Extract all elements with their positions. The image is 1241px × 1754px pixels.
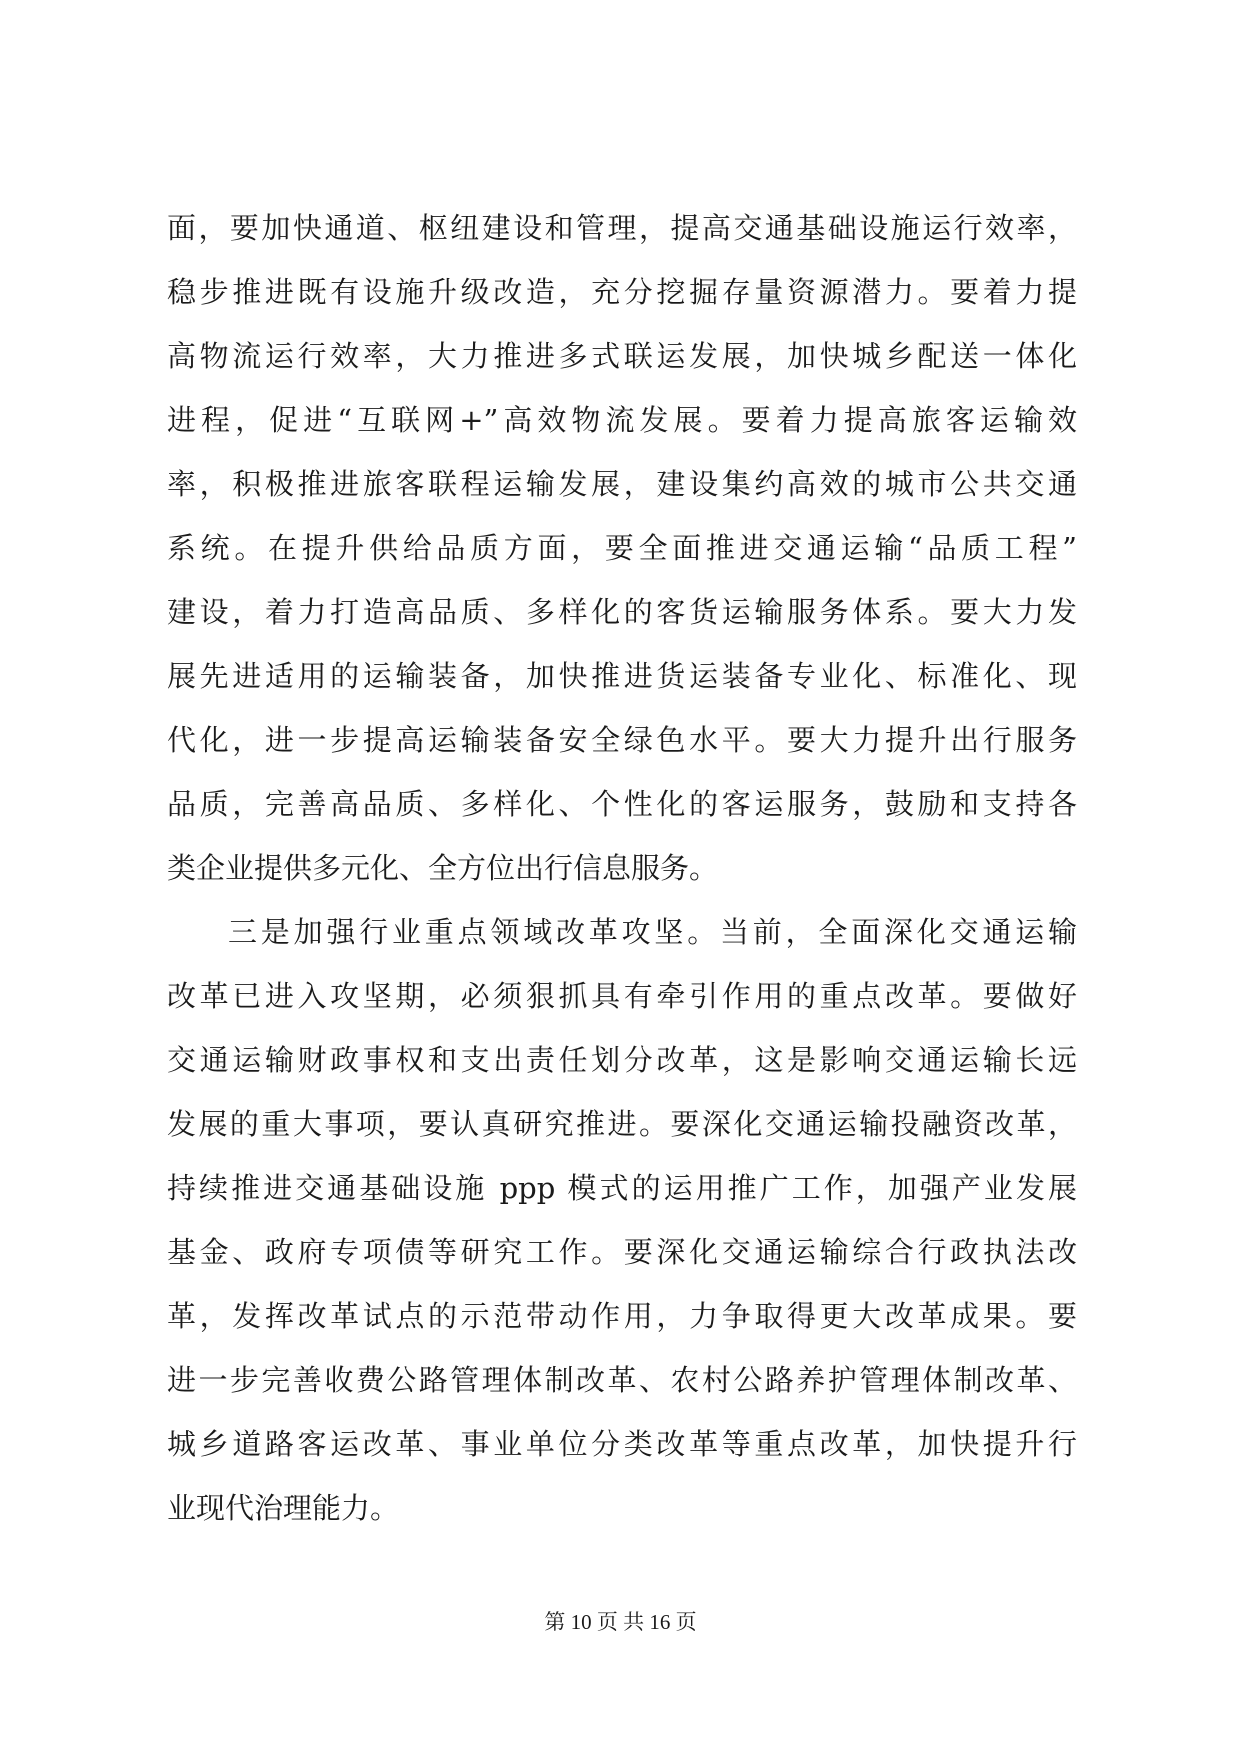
text-line: 稳步推进既有设施升级改造，充分挖掘存量资源潜力。要着力提 xyxy=(167,275,1077,309)
text-line: 面，要加快通道、枢纽建设和管理，提高交通基础设施运行效率， xyxy=(167,211,1077,245)
text-line: 展先进适用的运输装备，加快推进货运装备专业化、标准化、现 xyxy=(167,659,1077,693)
text-line: 进一步完善收费公路管理体制改革、农村公路养护管理体制改革、 xyxy=(167,1363,1077,1397)
text-line: 发展的重大事项，要认真研究推进。要深化交通运输投融资改革， xyxy=(167,1107,1077,1141)
text-line: 代化，进一步提高运输装备安全绿色水平。要大力提升出行服务 xyxy=(167,723,1077,757)
text-line: 类企业提供多元化、全方位出行信息服务。 xyxy=(167,851,719,885)
page-number-footer: 第 10 页 共 16 页 xyxy=(544,1610,697,1634)
text-line: 改革已进入攻坚期，必须狠抓具有牵引作用的重点改革。要做好 xyxy=(167,979,1077,1013)
text-line: 革，发挥改革试点的示范带动作用，力争取得更大改革成果。要 xyxy=(167,1299,1077,1333)
text-line: 建设，着力打造高品质、多样化的客货运输服务体系。要大力发 xyxy=(167,595,1077,629)
text-line: 高物流运行效率，大力推进多式联运发展，加快城乡配送一体化 xyxy=(167,339,1077,373)
text-line: 三是加强行业重点领域改革攻坚。当前，全面深化交通运输 xyxy=(228,915,1077,949)
text-line: 品质，完善高品质、多样化、个性化的客运服务，鼓励和支持各 xyxy=(167,787,1077,821)
paragraph-1 xyxy=(167,196,1077,900)
text-line: 持续推进交通基础设施 ppp 模式的运用推广工作，加强产业发展 xyxy=(167,1171,1077,1205)
text-line: 业现代治理能力。 xyxy=(167,1491,400,1525)
text-line: 基金、政府专项债等研究工作。要深化交通运输综合行政执法改 xyxy=(167,1235,1077,1269)
paragraph-2 xyxy=(167,900,1077,1540)
text-line: 交通运输财政事权和支出责任划分改革，这是影响交通运输长远 xyxy=(167,1043,1077,1077)
body-text xyxy=(167,196,1077,1540)
text-line: 率，积极推进旅客联程运输发展，建设集约高效的城市公共交通 xyxy=(167,467,1077,501)
text-line: 城乡道路客运改革、事业单位分类改革等重点改革，加快提升行 xyxy=(167,1427,1077,1461)
text-line: 系统。在提升供给品质方面，要全面推进交通运输“品质工程” xyxy=(167,531,1077,565)
text-line: 进程，促进“互联网+”高效物流发展。要着力提高旅客运输效 xyxy=(167,403,1077,437)
